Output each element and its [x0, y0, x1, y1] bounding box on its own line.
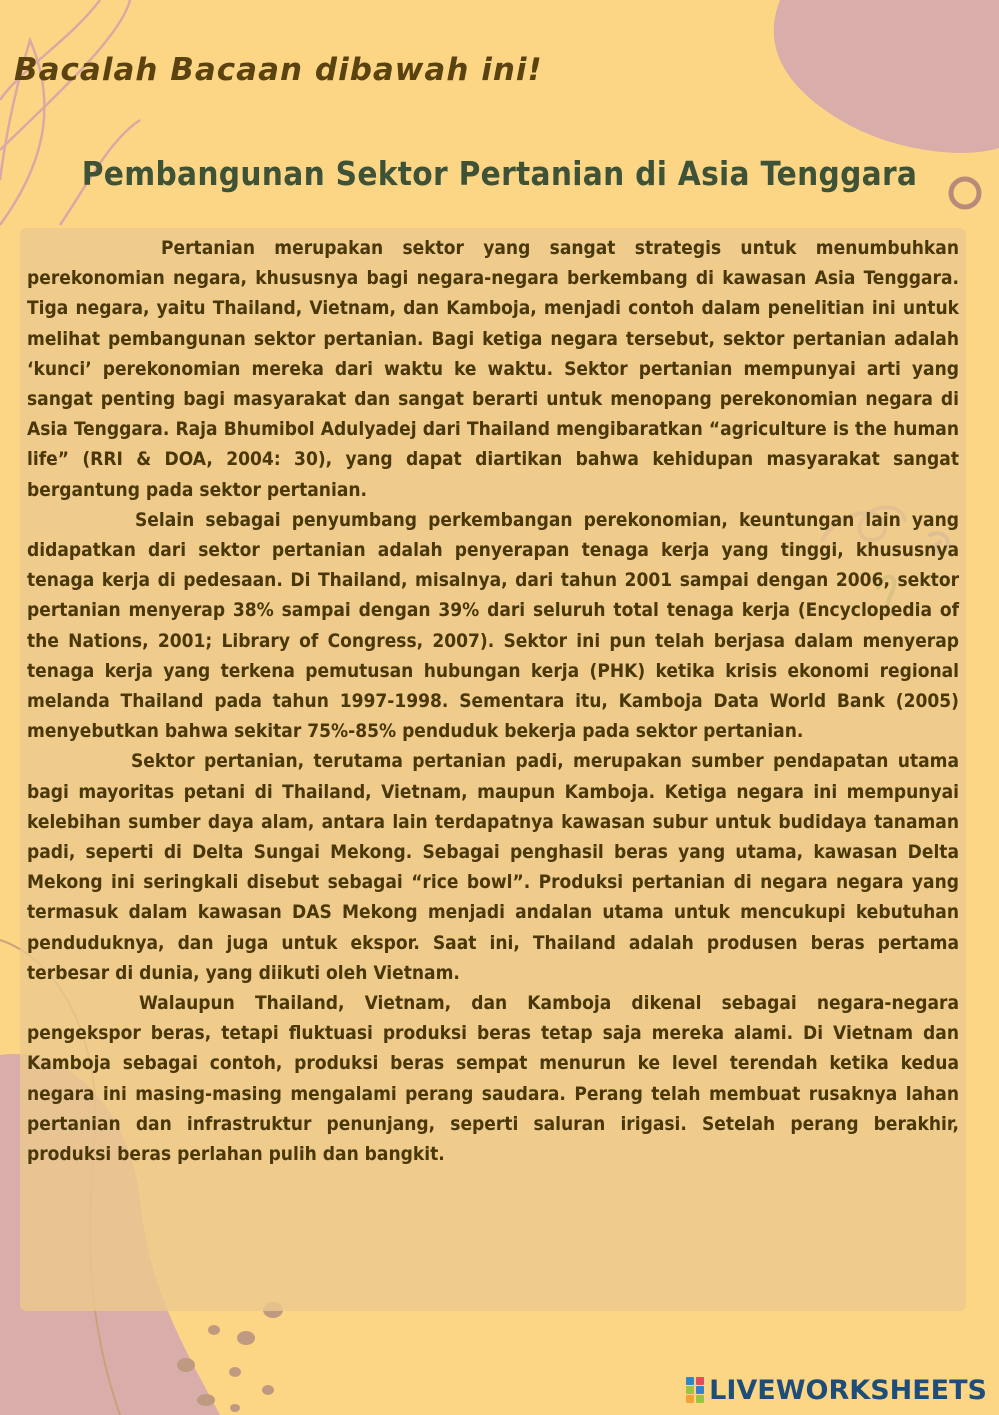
brand-name: LIVEWORKSHEETS [709, 1374, 987, 1406]
paragraph: Sektor pertanian, terutama pertanian padi, merupakan sumber pendapatan utama bagi mayoritas petani di Thailand, Vietnam, maupun Kamboja. Ketiga negara ini mempunyai kelebihan sumber daya alam, antara lain terdapatnya kawasan subur untuk budidaya tanaman padi, seperti di Delta Sungai Mekong. Sebagai penghasil beras yang utama, kawasan Delta Mekong ini seringkali disebut sebagai “rice bowl”. Produksi pertanian di negara negara yang termasuk dalam kawasan DAS Mekong menjadi andalan utama untuk mencukupi kebutuhan penduduknya, dan juga untuk ekspor. Saat ini, Thailand adalah produsen beras pertama terbesar di dunia, yang diikuti oleh Vietnam. [27, 750, 959, 984]
paragraph: Walaupun Thailand, Vietnam, dan Kamboja dikenal sebagai negara-negara pengekspor beras, tetapi fluktuasi produksi beras tetap saja mereka alami. Di Vietnam dan Kamboja sebagai contoh, produksi beras sempat menurun ke level terendah ketika kedua negara ini masing-masing mengalami perang saudara. Perang telah membuat rusaknya lahan pertanian dan infrastruktur penunjang, seperti saluran irigasi. Setelah perang berakhir, produksi beras perlahan pulih dan bangkit. [27, 992, 959, 1166]
liveworksheets-icon [686, 1377, 706, 1403]
brand-logo [686, 1372, 987, 1408]
pink-blob-top-right [774, 0, 999, 153]
paragraph: Selain sebagai penyumbang perkembangan perekonomian, keuntungan lain yang didapatkan dari sektor pertanian adalah penyerapan tenaga kerja yang tinggi, khususnya tenaga kerja di pedesaan. Di Thailand, misalnya, dari tahun 2001 sampai dengan 2006, sektor pertanian menyerap 38% sampai dengan 39% dari seluruh total tenaga kerja (Encyclopedia of the Nations, 2001; Library of Congress, 2007). Sektor ini pun telah berjasa dalam menyerap tenaga kerja yang terkena pemutusan hubungan kerja (PHK) ketika krisis ekonomi regional melanda Thailand pada tahun 1997-1998. Sementara itu, Kamboja Data World Bank (2005) menyebutkan bahwa sekitar 75%-85% penduduk bekerja pada sektor pertanian. [27, 508, 959, 743]
page-title: Pembangunan Sektor Pertanian di Asia Tenggara [81, 154, 918, 193]
paragraph: Pertanian merupakan sektor yang sangat strategis untuk menumbuhkan perekonomian negara, khususnya bagi negara-negara berkembang di kawasan Asia Tenggara. Tiga negara, yaitu Thailand, Vietnam, dan Kamboja, menjadi contoh dalam penelitian ini untuk melihat pembangunan sektor pertanian. Bagi ketiga negara tersebut, sektor pertanian adalah ‘kunci’ perekonomian mereka dari waktu ke waktu. Sektor pertanian mempunyai arti yang sangat penting bagi masyarakat dan sangat berarti untuk menopang perekonomian negara di Asia Tenggara. Raja Bhumibol Adulyadej dari Thailand mengibaratkan “agriculture is the human life” (RRI & DOA, 2004: 30), yang dapat diartikan bahwa kehidupan masyarakat sangat bergantung pada sektor pertanian. [27, 237, 959, 501]
instruction-heading: Bacalah Bacaan dibawah ini! [14, 52, 543, 88]
article-body [27, 233, 959, 1169]
